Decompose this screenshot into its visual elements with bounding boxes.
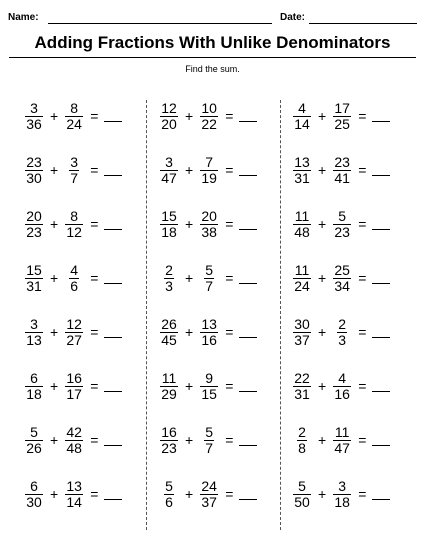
numerator: 5 [30, 423, 38, 440]
answer-blank[interactable] [372, 111, 390, 122]
denominator: 7 [70, 169, 79, 186]
equals-sign: = [90, 216, 99, 232]
denominator: 18 [161, 223, 177, 240]
numerator: 4 [70, 261, 79, 278]
denominator: 31 [294, 169, 310, 186]
answer-blank[interactable] [239, 219, 257, 230]
fraction-a [159, 371, 179, 402]
answer-blank[interactable] [372, 219, 390, 230]
numerator: 6 [30, 477, 38, 494]
numerator: 15 [161, 207, 177, 224]
fraction-b [332, 155, 352, 186]
denominator: 20 [161, 115, 177, 132]
numerator: 3 [165, 153, 173, 170]
numerator: 12 [66, 315, 82, 332]
equals-sign: = [90, 324, 99, 340]
denominator: 22 [201, 115, 217, 132]
denominator: 16 [201, 331, 217, 348]
numerator: 11 [294, 207, 310, 224]
denominator: 38 [201, 223, 217, 240]
answer-blank[interactable] [372, 435, 390, 446]
equals-sign: = [358, 378, 367, 394]
denominator: 18 [26, 385, 42, 402]
fraction-a [292, 263, 312, 294]
denominator: 8 [298, 439, 306, 456]
denominator: 26 [26, 439, 42, 456]
fraction-a [24, 263, 44, 294]
numerator: 11 [334, 423, 350, 440]
equals-sign: = [358, 324, 367, 340]
fraction-a [24, 317, 44, 348]
name-field-line[interactable] [48, 23, 272, 24]
equals-sign: = [90, 432, 99, 448]
equals-sign: = [90, 486, 99, 502]
fraction-a [24, 425, 44, 456]
fraction-b [199, 155, 219, 186]
numerator: 42 [66, 423, 82, 440]
numerator: 10 [201, 99, 217, 116]
numerator: 30 [294, 315, 310, 332]
numerator: 15 [26, 261, 42, 278]
problem-item [157, 150, 289, 190]
numerator: 2 [298, 423, 306, 440]
equals-sign: = [358, 162, 367, 178]
answer-blank[interactable] [239, 327, 257, 338]
denominator: 16 [334, 385, 350, 402]
problem-item [22, 204, 154, 244]
answer-blank[interactable] [104, 219, 122, 230]
answer-blank[interactable] [104, 327, 122, 338]
numerator: 23 [26, 153, 42, 170]
equals-sign: = [90, 270, 99, 286]
answer-blank[interactable] [372, 327, 390, 338]
equals-sign: = [225, 378, 234, 394]
denominator: 18 [334, 493, 350, 510]
plus-sign: + [50, 378, 59, 394]
answer-blank[interactable] [239, 165, 257, 176]
denominator: 47 [334, 439, 350, 456]
numerator: 23 [334, 153, 350, 170]
fraction-a [159, 209, 179, 240]
answer-blank[interactable] [104, 273, 122, 284]
plus-sign: + [185, 216, 194, 232]
fraction-b [332, 263, 352, 294]
plus-sign: + [185, 270, 194, 286]
denominator: 15 [201, 385, 217, 402]
plus-sign: + [185, 108, 194, 124]
fraction-a [24, 371, 44, 402]
numerator: 20 [26, 207, 42, 224]
numerator: 11 [161, 369, 177, 386]
fraction-b [332, 101, 352, 132]
fraction-b [64, 371, 84, 402]
denominator: 37 [201, 493, 217, 510]
equals-sign: = [225, 216, 234, 232]
fraction-b [64, 425, 84, 456]
denominator: 31 [294, 385, 310, 402]
denominator: 7 [205, 277, 214, 294]
denominator: 17 [66, 385, 82, 402]
problem-item [290, 96, 422, 136]
denominator: 3 [165, 277, 173, 294]
denominator: 19 [201, 169, 217, 186]
fraction-a [159, 263, 179, 294]
plus-sign: + [318, 162, 327, 178]
title-divider [9, 57, 416, 58]
answer-blank[interactable] [372, 273, 390, 284]
fraction-a [292, 371, 312, 402]
plus-sign: + [318, 270, 327, 286]
numerator: 2 [338, 315, 347, 332]
numerator: 13 [294, 153, 310, 170]
plus-sign: + [318, 216, 327, 232]
fraction-b [64, 209, 84, 240]
problem-item [22, 258, 154, 298]
plus-sign: + [318, 432, 327, 448]
equals-sign: = [225, 162, 234, 178]
fraction-b [199, 479, 219, 510]
instructions: Find the sum. [185, 64, 240, 74]
problem-item [290, 366, 422, 406]
plus-sign: + [185, 432, 194, 448]
fraction-a [24, 479, 44, 510]
equals-sign: = [358, 216, 367, 232]
equals-sign: = [358, 108, 367, 124]
numerator: 3 [338, 477, 347, 494]
name-label: Name: [8, 12, 39, 23]
denominator: 48 [66, 439, 82, 456]
numerator: 7 [205, 153, 214, 170]
fraction-b [64, 479, 84, 510]
fraction-b [64, 263, 84, 294]
fraction-b [332, 317, 352, 348]
problem-item [290, 474, 422, 514]
numerator: 5 [298, 477, 306, 494]
numerator: 16 [161, 423, 177, 440]
fraction-b [332, 425, 352, 456]
denominator: 24 [66, 115, 82, 132]
problem-item [157, 258, 289, 298]
problem-item [22, 366, 154, 406]
denominator: 24 [294, 277, 310, 294]
denominator: 23 [26, 223, 42, 240]
fraction-a [159, 425, 179, 456]
problem-item [290, 150, 422, 190]
denominator: 14 [66, 493, 82, 510]
denominator: 7 [205, 439, 214, 456]
answer-blank[interactable] [104, 165, 122, 176]
fraction-a [24, 101, 44, 132]
problem-item [22, 312, 154, 352]
equals-sign: = [90, 378, 99, 394]
equals-sign: = [358, 486, 367, 502]
denominator: 47 [161, 169, 177, 186]
denominator: 30 [26, 493, 42, 510]
problem-item [22, 420, 154, 460]
numerator: 12 [161, 99, 177, 116]
equals-sign: = [225, 108, 234, 124]
numerator: 5 [338, 207, 347, 224]
fraction-b [332, 371, 352, 402]
denominator: 6 [70, 277, 79, 294]
problem-grid [0, 96, 425, 536]
plus-sign: + [50, 486, 59, 502]
fraction-b [199, 317, 219, 348]
numerator: 13 [66, 477, 82, 494]
plus-sign: + [318, 108, 327, 124]
plus-sign: + [50, 108, 59, 124]
answer-blank[interactable] [104, 489, 122, 500]
date-field-line[interactable] [309, 23, 417, 24]
problem-item [157, 204, 289, 244]
plus-sign: + [318, 324, 327, 340]
denominator: 14 [294, 115, 310, 132]
fraction-a [292, 155, 312, 186]
equals-sign: = [90, 162, 99, 178]
fraction-a [159, 317, 179, 348]
numerator: 4 [298, 99, 306, 116]
denominator: 23 [161, 439, 177, 456]
answer-blank[interactable] [372, 489, 390, 500]
numerator: 24 [201, 477, 217, 494]
plus-sign: + [50, 162, 59, 178]
fraction-b [64, 101, 84, 132]
problem-item [290, 258, 422, 298]
header-line [8, 12, 417, 28]
denominator: 23 [334, 223, 350, 240]
fraction-a [292, 479, 312, 510]
fraction-b [199, 263, 219, 294]
denominator: 30 [26, 169, 42, 186]
fraction-a [159, 155, 179, 186]
numerator: 5 [165, 477, 173, 494]
fraction-a [159, 101, 179, 132]
plus-sign: + [318, 378, 327, 394]
problem-item [157, 420, 289, 460]
plus-sign: + [50, 324, 59, 340]
fraction-b [64, 155, 84, 186]
denominator: 34 [334, 277, 350, 294]
numerator: 9 [205, 369, 214, 386]
numerator: 25 [334, 261, 350, 278]
denominator: 31 [26, 277, 42, 294]
denominator: 37 [294, 331, 310, 348]
numerator: 5 [205, 261, 214, 278]
denominator: 13 [26, 331, 42, 348]
plus-sign: + [318, 486, 327, 502]
fraction-a [292, 209, 312, 240]
problem-item [22, 150, 154, 190]
denominator: 36 [26, 115, 42, 132]
numerator: 22 [294, 369, 310, 386]
plus-sign: + [185, 486, 194, 502]
answer-blank[interactable] [239, 381, 257, 392]
numerator: 8 [70, 99, 79, 116]
denominator: 27 [66, 331, 82, 348]
plus-sign: + [185, 162, 194, 178]
equals-sign: = [225, 324, 234, 340]
fraction-b [64, 317, 84, 348]
problem-item [290, 312, 422, 352]
answer-blank[interactable] [372, 381, 390, 392]
numerator: 16 [66, 369, 82, 386]
plus-sign: + [185, 324, 194, 340]
fraction-b [199, 425, 219, 456]
numerator: 3 [70, 153, 79, 170]
problem-item [290, 420, 422, 460]
date-label: Date: [280, 12, 306, 23]
equals-sign: = [358, 432, 367, 448]
denominator: 50 [294, 493, 310, 510]
problem-item [290, 204, 422, 244]
plus-sign: + [50, 270, 59, 286]
denominator: 3 [338, 331, 347, 348]
fraction-a [24, 155, 44, 186]
numerator: 20 [201, 207, 217, 224]
equals-sign: = [358, 270, 367, 286]
numerator: 3 [30, 315, 38, 332]
problem-item [157, 474, 289, 514]
equals-sign: = [90, 108, 99, 124]
numerator: 5 [205, 423, 214, 440]
answer-blank[interactable] [239, 273, 257, 284]
fraction-a [292, 317, 312, 348]
equals-sign: = [225, 432, 234, 448]
denominator: 25 [334, 115, 350, 132]
answer-blank[interactable] [372, 165, 390, 176]
fraction-b [332, 479, 352, 510]
problem-item [157, 96, 289, 136]
fraction-b [199, 101, 219, 132]
problem-item [157, 312, 289, 352]
answer-blank[interactable] [104, 381, 122, 392]
plus-sign: + [50, 216, 59, 232]
answer-blank[interactable] [104, 435, 122, 446]
plus-sign: + [50, 432, 59, 448]
numerator: 8 [70, 207, 79, 224]
numerator: 13 [201, 315, 217, 332]
answer-blank[interactable] [239, 435, 257, 446]
numerator: 2 [165, 261, 173, 278]
problem-item [22, 96, 154, 136]
denominator: 6 [165, 493, 173, 510]
equals-sign: = [225, 270, 234, 286]
denominator: 45 [161, 331, 177, 348]
fraction-a [292, 101, 312, 132]
fraction-a [24, 209, 44, 240]
fraction-b [332, 209, 352, 240]
fraction-b [199, 209, 219, 240]
denominator: 29 [161, 385, 177, 402]
fraction-a [159, 479, 179, 510]
fraction-b [199, 371, 219, 402]
denominator: 48 [294, 223, 310, 240]
numerator: 6 [30, 369, 38, 386]
denominator: 12 [66, 223, 82, 240]
numerator: 4 [338, 369, 347, 386]
answer-blank[interactable] [104, 111, 122, 122]
fraction-a [292, 425, 312, 456]
worksheet-title: Adding Fractions With Unlike Denominators [34, 33, 391, 52]
problem-item [157, 366, 289, 406]
denominator: 41 [334, 169, 350, 186]
numerator: 26 [161, 315, 177, 332]
answer-blank[interactable] [239, 111, 257, 122]
numerator: 11 [294, 261, 310, 278]
equals-sign: = [225, 486, 234, 502]
numerator: 3 [30, 99, 38, 116]
numerator: 17 [334, 99, 350, 116]
problem-item [22, 474, 154, 514]
answer-blank[interactable] [239, 489, 257, 500]
plus-sign: + [185, 378, 194, 394]
